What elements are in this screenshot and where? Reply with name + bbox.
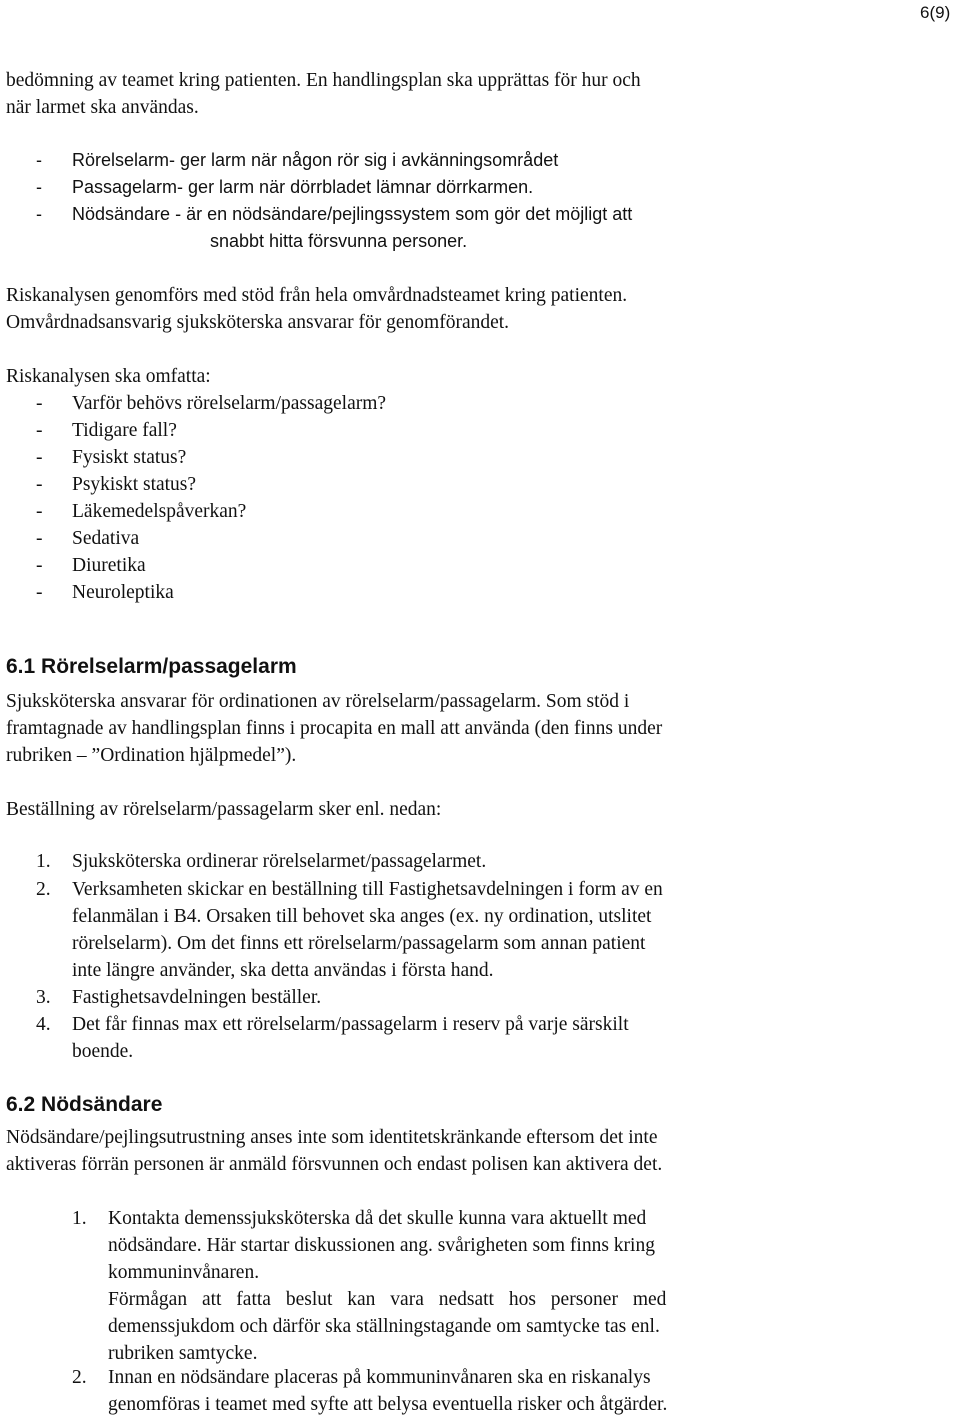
section-6-1-para-line: framtagnade av handlingsplan finns i procapita en mall att använda (den finns under	[6, 718, 663, 739]
section-heading-6-2: 6.2 Nödsändare	[6, 1093, 163, 1116]
intro-line-2: när larmet ska användas.	[6, 97, 199, 118]
step-number: 2.	[36, 879, 51, 900]
page-number: 6(9)	[920, 3, 951, 22]
step-line: boende.	[72, 1041, 134, 1062]
step-number: 2.	[72, 1367, 87, 1388]
list-item: Neuroleptika	[72, 582, 174, 603]
step-line: Sjuksköterska ordinerar rörelselarmet/passagelarmet.	[72, 851, 487, 872]
list-item: Diuretika	[72, 555, 146, 576]
list-item: Tidigare fall?	[72, 420, 177, 441]
list-item: Varför behövs rörelselarm/passagelarm?	[72, 393, 387, 414]
risk-scope-heading: Riskanalysen ska omfatta:	[6, 366, 211, 387]
step-line: rörelselarm). Om det finns ett rörelselarm/passagelarm som annan patient	[72, 933, 646, 954]
alarm-type-emergency: Nödsändare - är en nödsändare/pejlingssystem som gör det möjligt att	[72, 204, 633, 224]
step-line: rubriken samtycke.	[108, 1343, 258, 1364]
step-line-text: Kontakta demenssjuksköterska då det skulle kunna vara aktuellt med	[108, 1208, 647, 1229]
section-6-1-para-line: Sjuksköterska ansvarar för ordinationen av rörelselarm/passagelarm. Som stöd i	[6, 691, 630, 712]
list-dash: -	[36, 447, 43, 468]
section-6-2-para-line: aktiveras förrän personen är anmäld försvunnen och endast polisen kan aktivera det.	[6, 1154, 663, 1175]
step-line: inte längre använder, ska detta användas i första hand.	[72, 960, 494, 981]
alarm-type-motion: Rörelselarm- ger larm när någon rör sig i avkänningsområdet	[72, 150, 559, 170]
section-6-1-para-line: rubriken – ”Ordination hjälpmedel”).	[6, 745, 297, 766]
list-dash: -	[36, 150, 42, 170]
risk-para-line-2: Omvårdnadsansvarig sjuksköterska ansvarar för genomförandet.	[6, 312, 510, 333]
section-heading-6-1: 6.1 Rörelselarm/passagelarm	[6, 655, 297, 678]
step-line	[108, 1209, 796, 1229]
list-dash: -	[36, 501, 43, 522]
list-dash: -	[36, 555, 43, 576]
list-dash: -	[36, 528, 43, 549]
alarm-type-emergency-cont: snabbt hitta försvunna personer.	[210, 231, 468, 251]
step-line: genomföras i teamet med syfte att belysa eventuella risker och åtgärder.	[108, 1394, 668, 1415]
alarm-type-passage: Passagelarm- ger larm när dörrbladet lämnar dörrkarmen.	[72, 177, 534, 197]
step-number: 3.	[36, 987, 51, 1008]
step-number: 1.	[72, 1208, 87, 1229]
step-line: Verksamheten skickar en beställning till Fastighetsavdelningen i form av en	[72, 879, 663, 900]
step-number: 1.	[36, 851, 51, 872]
list-dash: -	[36, 582, 43, 603]
list-dash: -	[36, 204, 42, 224]
step-line: kommuninvånaren.	[108, 1262, 260, 1283]
step-line: Innan en nödsändare placeras på kommuninvånaren ska en riskanalys	[108, 1367, 651, 1388]
section-6-2-para-line: Nödsändare/pejlingsutrustning anses inte som identitetskränkande eftersom det inte	[6, 1127, 658, 1148]
list-dash: -	[36, 420, 43, 441]
step-line: demenssjukdom och därför ska ställningstagande om samtycke tas enl.	[108, 1316, 660, 1337]
step-line: felanmälan i B4. Orsaken till behovet ska anges (ex. ny ordination, utslitet	[72, 906, 652, 927]
list-dash: -	[36, 177, 42, 197]
list-item: Psykiskt status?	[72, 474, 197, 495]
risk-para-line-1: Riskanalysen genomförs med stöd från hela omvårdnadsteamet kring patienten.	[6, 285, 628, 306]
step-line: Fastighetsavdelningen beställer.	[72, 987, 322, 1008]
order-intro: Beställning av rörelselarm/passagelarm sker enl. nedan:	[6, 799, 442, 820]
step-number: 4.	[36, 1014, 51, 1035]
list-item: Fysiskt status?	[72, 447, 187, 468]
step-line: Det får finnas max ett rörelselarm/passagelarm i reserv på varje särskilt	[72, 1014, 629, 1035]
list-dash: -	[36, 393, 43, 414]
step-line: nödsändare. Här startar diskussionen ang. svårigheten som finns kring	[108, 1235, 655, 1256]
justified-line	[108, 1209, 796, 1229]
list-item: Sedativa	[72, 528, 140, 549]
list-item: Läkemedelspåverkan?	[72, 501, 247, 522]
intro-line-1: bedömning av teamet kring patienten. En handlingsplan ska upprättas för hur och	[6, 70, 641, 91]
list-dash: -	[36, 474, 43, 495]
step-line: Förmågan att fatta beslut kan vara nedsatt hos personer med	[108, 1289, 667, 1310]
